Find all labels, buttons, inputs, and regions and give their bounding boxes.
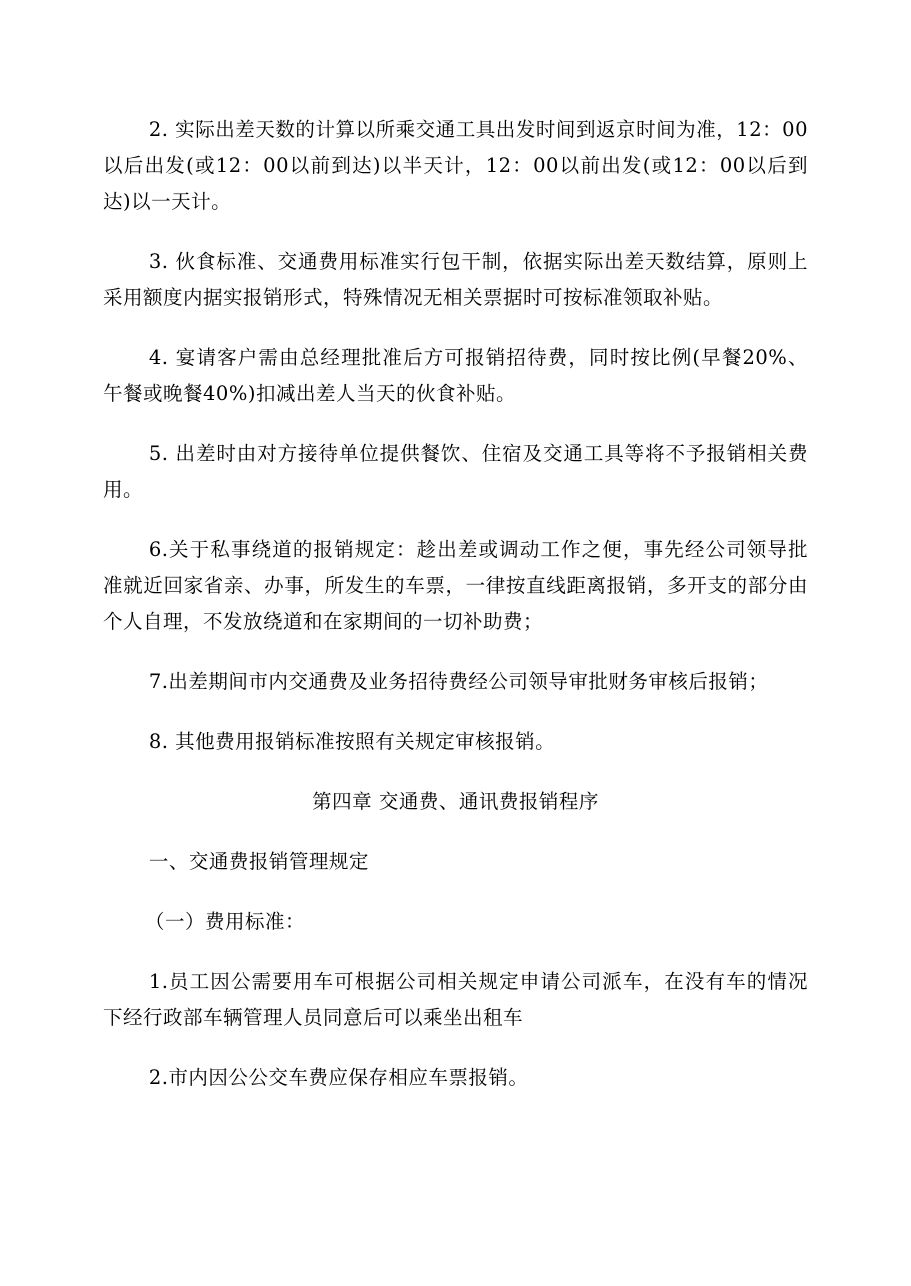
paragraph-transport-2: 2.市内因公公交车费应保存相应车票报销。 xyxy=(148,1066,529,1089)
chapter-heading: 第四章 交通费、通讯费报销程序 xyxy=(312,790,599,813)
paragraph-item-5: 5. 出差时由对方接待单位提供餐饮、住宿及交通工具等将不予报销相关费用。 xyxy=(103,442,808,501)
paragraph-item-2: 2. 实际出差天数的计算以所乘交通工具出发时间到返京时间为准，12：00以后出发(或12：00以前到达)以半天计，12：00以前出发(或12：00以后到达)以一天计。 xyxy=(103,118,808,213)
paragraph-item-7: 7.出差期间市内交通费及业务招待费经公司领导审批财务审核后报销； xyxy=(148,670,769,693)
paragraph-item-3: 3. 伙食标准、交通费用标准实行包干制，依据实际出差天数结算，原则上采用额度内据实报销形式，特殊情况无相关票据时可按标准领取补贴。 xyxy=(103,250,808,309)
paragraph-item-4: 4. 宴请客户需由总经理批准后方可报销招待费，同时按比例(早餐20%、午餐或晚餐40%)扣减出差人当天的伙食补贴。 xyxy=(103,346,808,405)
section-title: 一、交通费报销管理规定 xyxy=(148,850,369,873)
paragraph-item-8: 8. 其他费用报销标准按照有关规定审核报销。 xyxy=(148,730,556,753)
paragraph-item-6: 6.关于私事绕道的报销规定：趁出差或调动工作之便，事先经公司领导批准就近回家省亲、办事，所发生的车票，一律按直线距离报销，多开支的部分由个人自理，不发放绕道和在家期间的一切补助费； xyxy=(103,538,808,633)
paragraph-transport-1: 1.员工因公需要用车可根据公司相关规定申请公司派车，在没有车的情况下经行政部车辆管理人员同意后可以乘坐出租车 xyxy=(103,970,808,1029)
subsection-title: （一）费用标准： xyxy=(145,910,306,933)
